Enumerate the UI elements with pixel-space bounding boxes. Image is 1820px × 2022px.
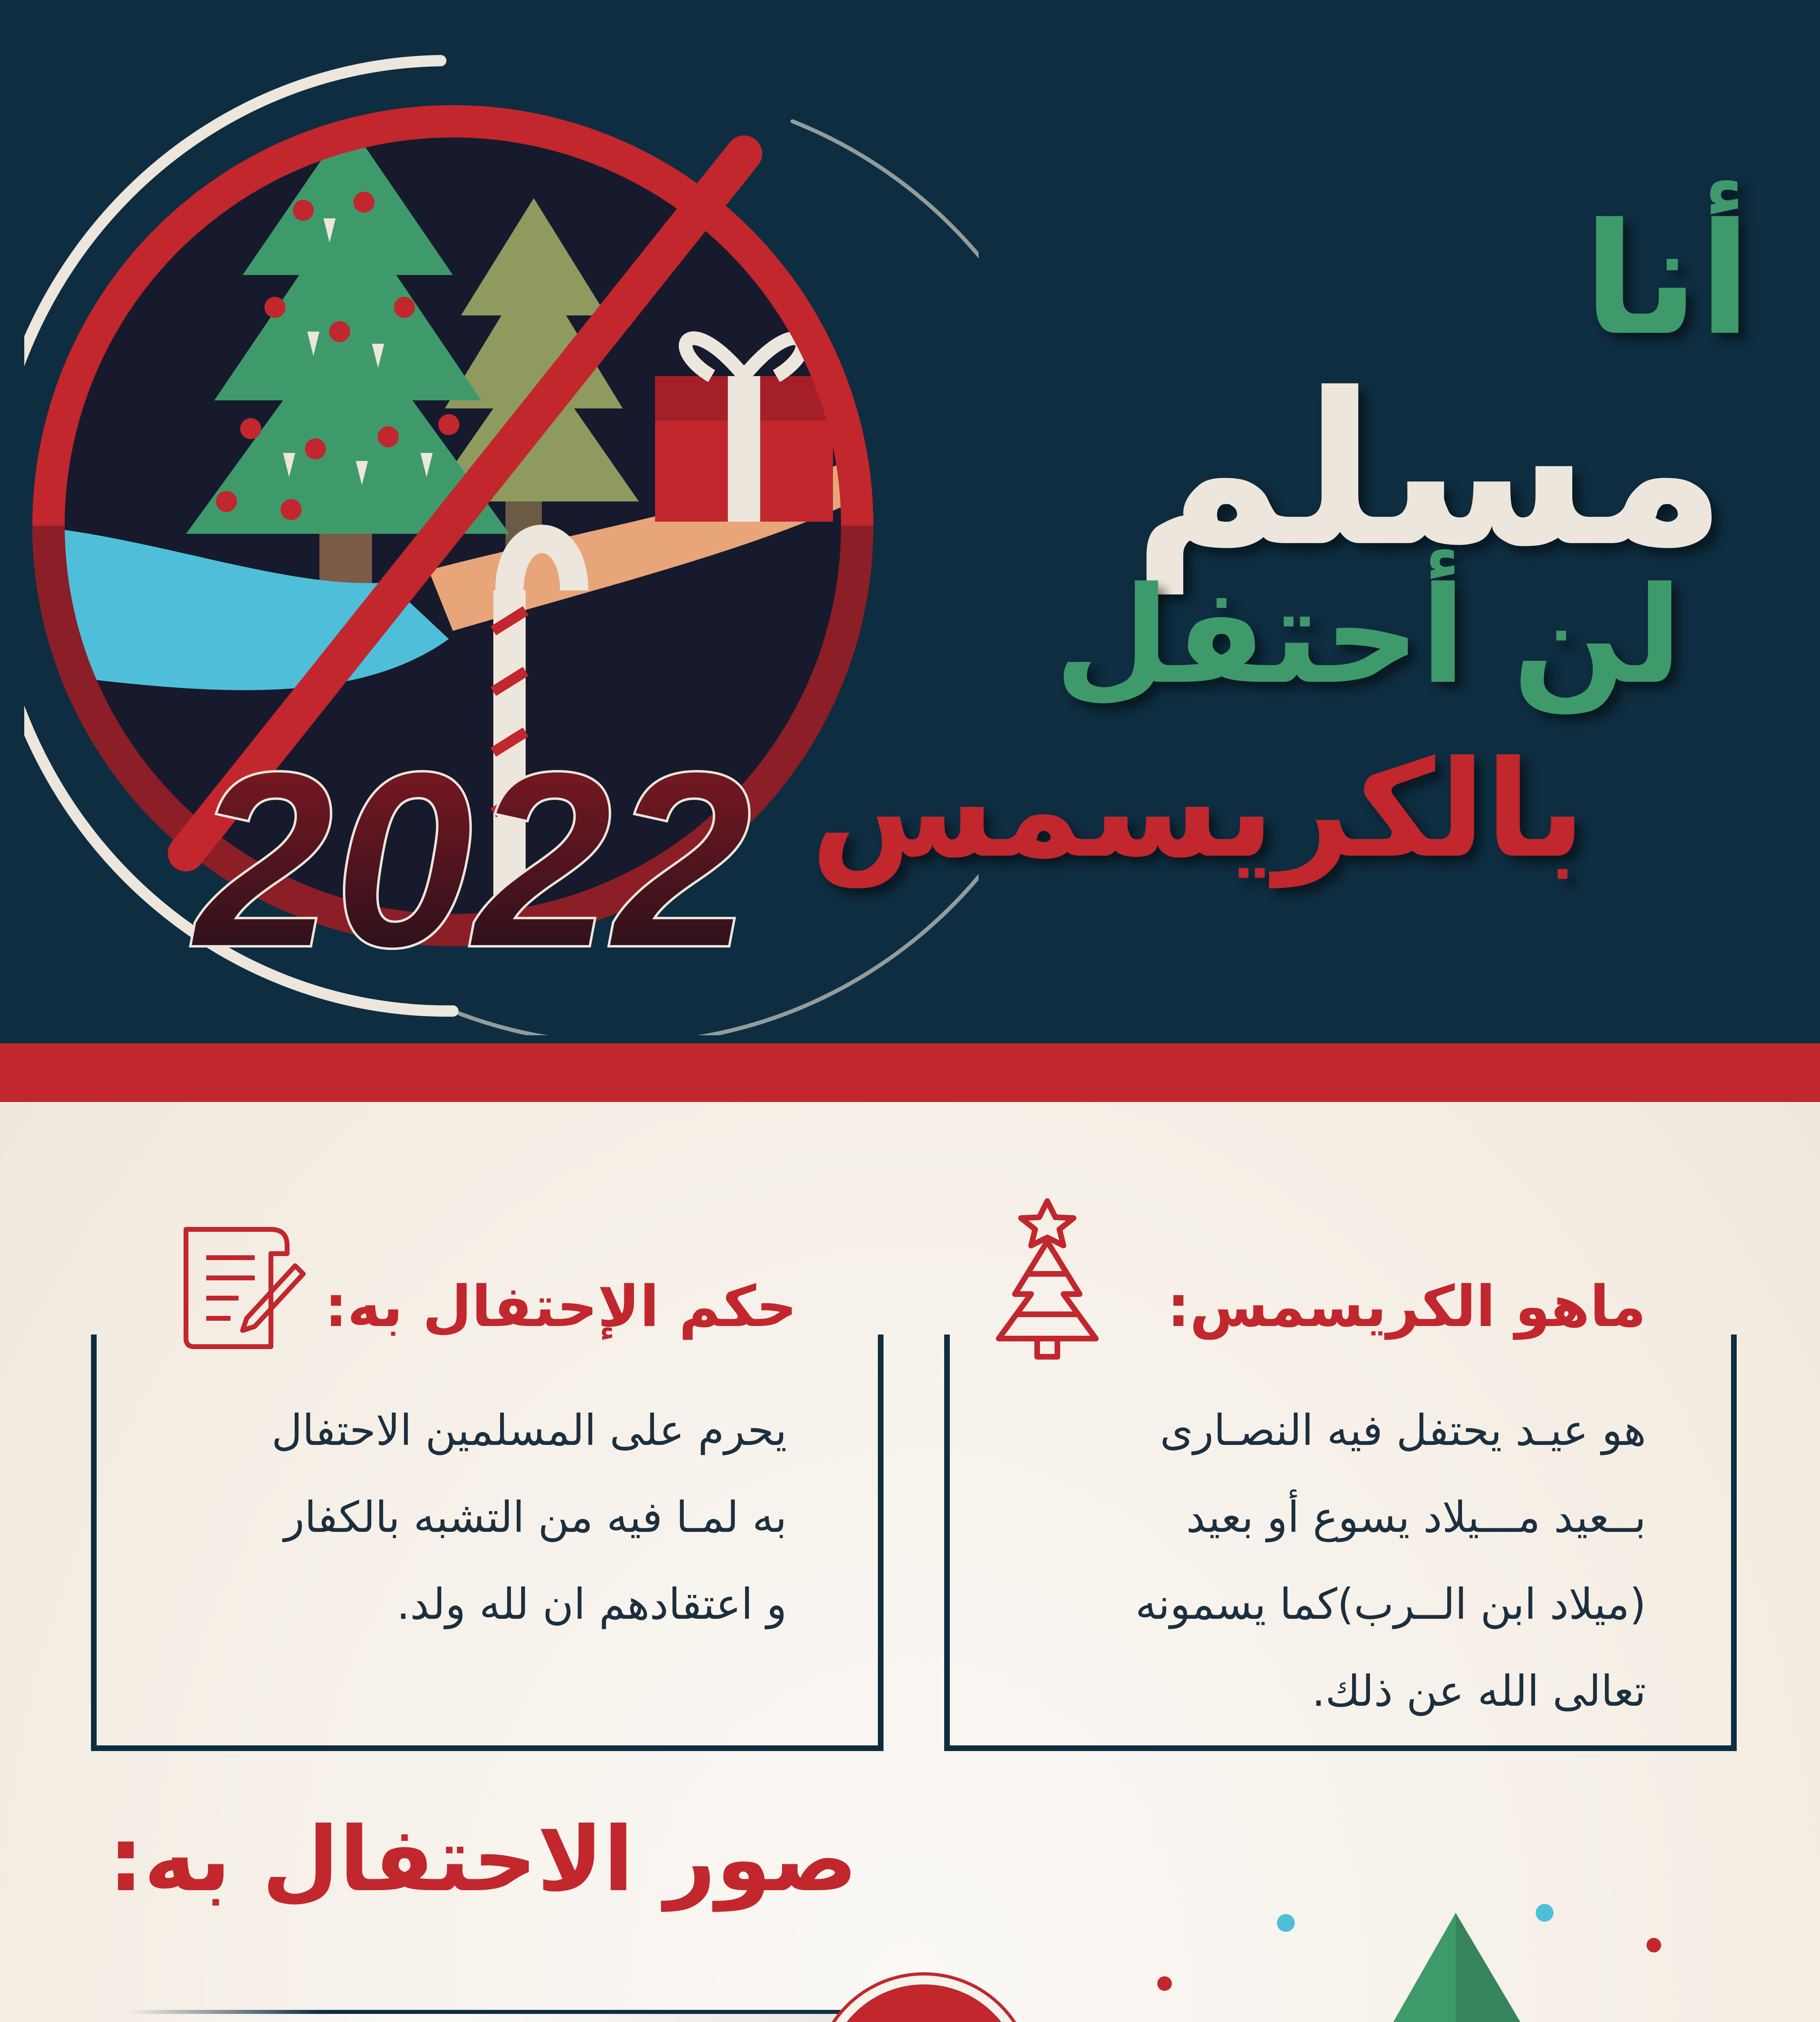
card-ruling-line: و اعتقادهم ان لله ولد. [396, 1580, 787, 1629]
card-what-line: هو عيـد يحتفل فيه النصـارى [1160, 1406, 1646, 1455]
card-title-what-is-christmas: ماهو الكريسمس: [1167, 1274, 1646, 1340]
card-ruling-line: يحرم على المسلمين الاحتفال [271, 1406, 787, 1455]
card-ruling-line: به لمـا فيه من التشبه بالكفار [284, 1493, 787, 1542]
card-ruling-text [271, 1387, 787, 1648]
title-line-muslim: مسلم [1132, 348, 1727, 593]
card-what-line: تعالى الله عن ذلك. [1312, 1667, 1646, 1716]
title-line-ana: أنا [1583, 190, 1751, 369]
list-item [129, 2010, 898, 2022]
card-what-line: (ميلاد ابن الــرب)كما يسمونه [1135, 1580, 1646, 1629]
christmas-tree-illustration [1003, 1860, 1791, 2022]
year-label: 2022 [194, 720, 752, 1000]
card-what-text [1135, 1387, 1646, 1735]
forms-title: صور الاحتفال به: [108, 1808, 858, 1911]
card-what-line: بــعيد مـــيلاد يسوع أو بعيد [1186, 1493, 1646, 1542]
title-line-christmas: بالكريسمس [810, 732, 1585, 887]
title-line-will-not-celebrate: لن أحتفل [1054, 558, 1683, 713]
red-divider-band [0, 1043, 1820, 1102]
card-title-ruling: حكم الإحتفال به: [324, 1274, 797, 1340]
